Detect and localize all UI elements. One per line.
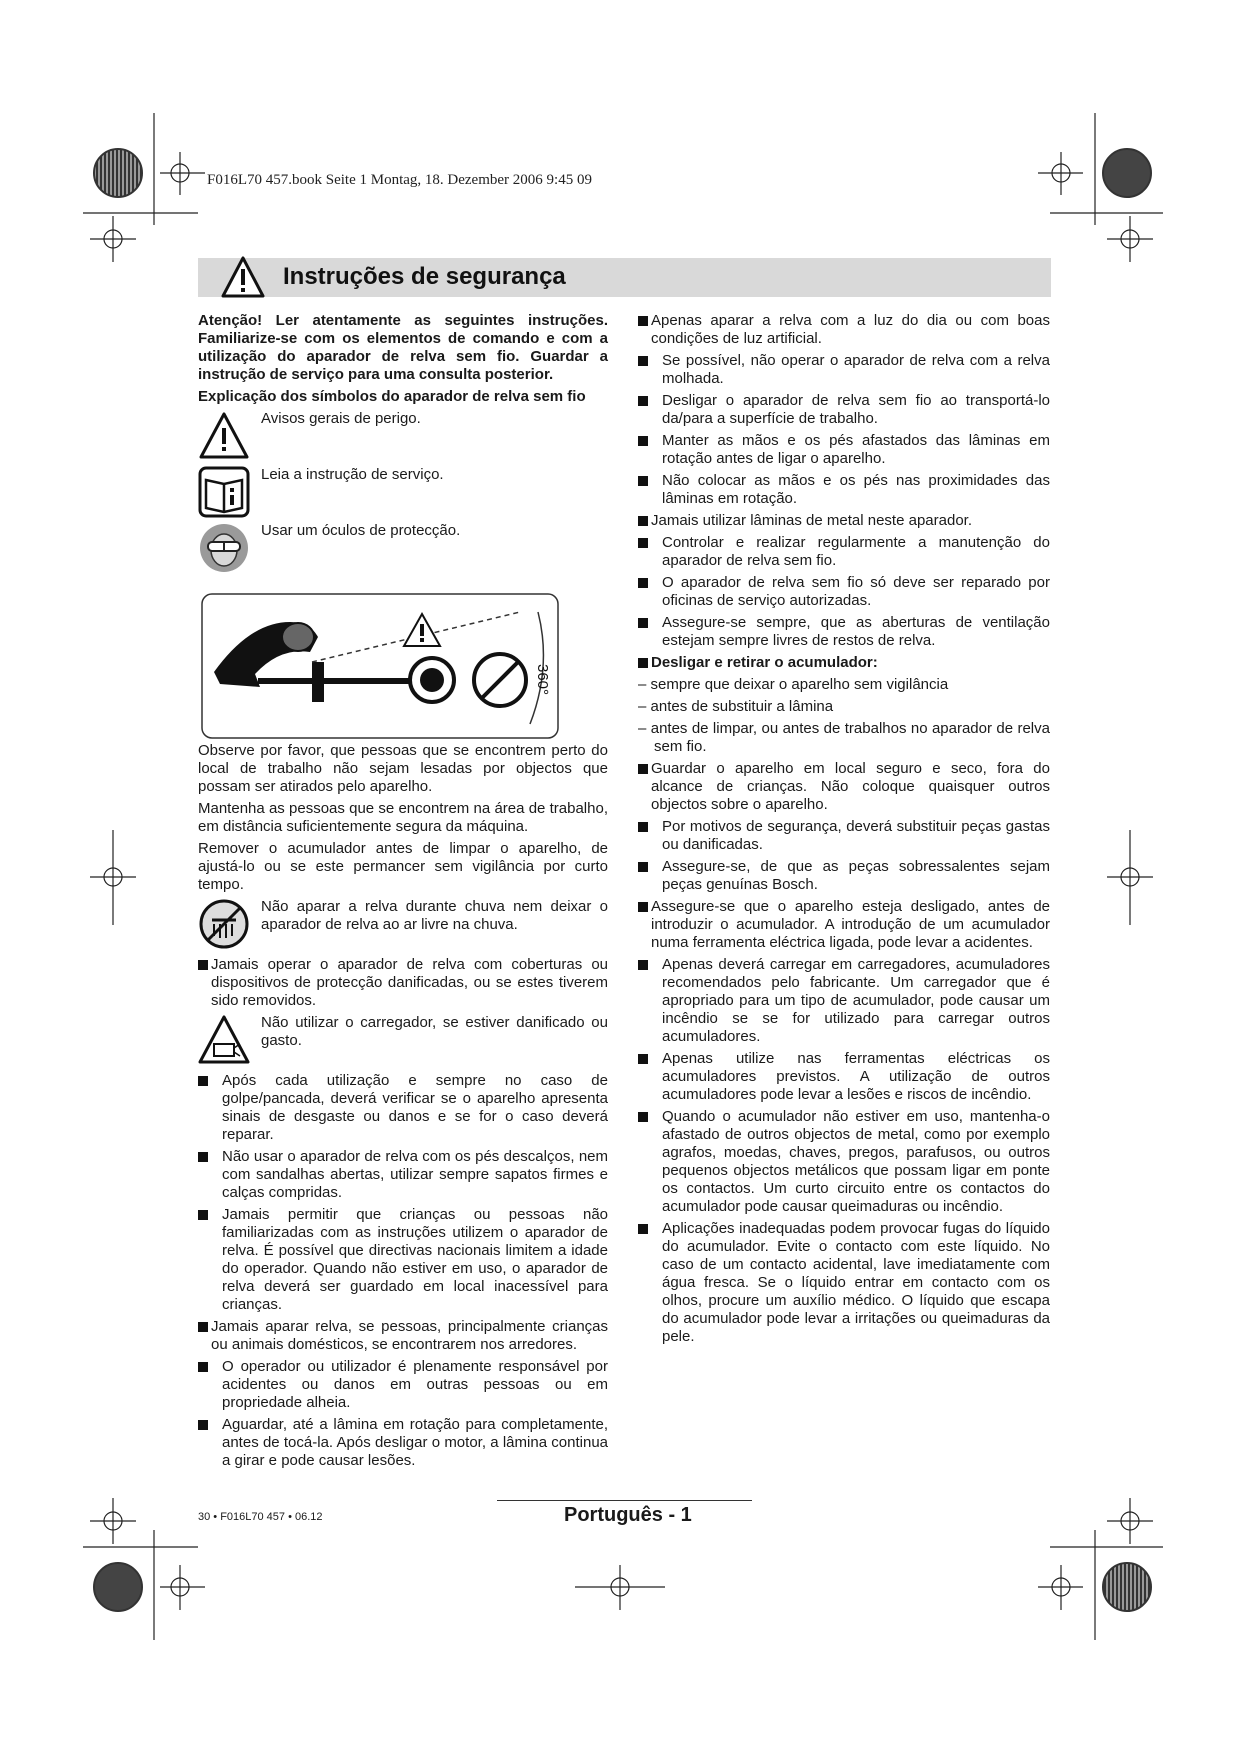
bullet-square-icon	[638, 538, 648, 548]
dash-item: – antes de limpar, ou antes de trabalhos no aparador de relva sem fio.	[638, 720, 1050, 755]
safety-goggles-icon	[198, 522, 250, 574]
intro-text: Atenção! Ler atentamente as seguintes instruções. Familiarize-se com os elementos de comando e com a utilização do aparador de relva sem fio. Guardar a instrução de serviço para uma consulta posterior.	[198, 312, 608, 383]
bullet-text: O aparador de relva sem fio só deve ser reparado por oficinas de serviço autorizadas.	[662, 574, 1050, 609]
bullet-item	[198, 1206, 608, 1314]
bullet-item	[638, 818, 1050, 854]
no-rain-icon	[198, 898, 250, 950]
bullet-item	[638, 472, 1050, 508]
bullet-item	[638, 898, 1050, 952]
bullet-text: Jamais aparar relva, se pessoas, principalmente crianças ou animais domésticos, se encontrarem nos arredores.	[211, 1318, 608, 1353]
dash-item: – sempre que deixar o aparelho sem vigilância	[638, 676, 949, 693]
damaged-charger-warning-icon	[198, 1014, 250, 1066]
bullet-square-icon	[638, 476, 648, 486]
bullet-item	[638, 512, 1050, 530]
bullet-square-icon	[198, 1420, 208, 1430]
symbol-text: Não aparar a relva durante chuva nem deixar o aparador de relva ao ar livre na chuva.	[261, 898, 608, 933]
bullet-square-icon	[638, 764, 648, 774]
bullet-item	[638, 654, 1050, 672]
bullet-square-icon	[638, 960, 648, 970]
bullet-square-icon	[638, 618, 648, 628]
paragraph: Mantenha as pessoas que se encontrem na área de trabalho, em distância suficientemente segura da máquina.	[198, 800, 608, 835]
bullet-text: Apenas utilize nas ferramentas eléctricas os acumuladores previstos. A utilização de outros acumuladores pode levar a lesões e riscos de incêndio.	[662, 1050, 1050, 1103]
bullet-square-icon	[198, 1210, 208, 1220]
trimmer-safety-illustration	[200, 592, 560, 740]
warning-triangle-icon	[220, 255, 266, 299]
bullet-item	[638, 614, 1050, 650]
symbol-row-rain	[198, 898, 608, 956]
symbol-text: Avisos gerais de perigo.	[261, 410, 421, 427]
bullet-item	[638, 956, 1050, 1046]
symbol-row-warning	[198, 410, 608, 466]
symbol-text: Leia a instrução de serviço.	[261, 466, 444, 483]
bullet-text: Guardar o aparelho em local seguro e seco, fora do alcance de crianças. Não coloque quaisquer outros objectos sobre o aparelho.	[651, 760, 1050, 813]
bullet-item	[638, 1220, 1050, 1346]
bullet-square-icon	[198, 960, 208, 970]
bullet-item	[638, 1108, 1050, 1216]
manual-book-icon	[198, 466, 250, 518]
bullet-item	[638, 312, 1050, 348]
symbol-row-goggles	[198, 522, 608, 578]
bullet-text: Desligar e retirar o acumulador:	[651, 654, 878, 671]
bullet-square-icon	[638, 822, 648, 832]
footer-code: 30 • F016L70 457 • 06.12	[198, 1511, 323, 1523]
bullet-text: Aguardar, até a lâmina em rotação para completamente, antes de tocá-la. Após desligar o motor, a lâmina continua a girar e pode causar lesões.	[222, 1416, 608, 1469]
bullet-text: Quando o acumulador não estiver em uso, mantenha-o afastado de outros objectos de metal, como por exemplo agrafos, moedas, chaves, pregos, parafusos, ou outros pequenos objectos metálicos que possam ligar em ponte os contactos. Um curto circuito entre os contactos do acumulador pode causar queimaduras ou incêndio.	[662, 1108, 1050, 1215]
bullet-text: Não usar o aparador de relva com os pés descalços, nem com sandalhas abertas, utilizar sempre sapatos firmes e calças compridas.	[222, 1148, 608, 1201]
bullet-text: Controlar e realizar regularmente a manutenção do aparador de relva sem fio.	[662, 534, 1050, 569]
right-column	[638, 312, 1050, 1350]
bullet-square-icon	[638, 1054, 648, 1064]
trimmer-illustration	[198, 592, 608, 742]
paragraph: Remover o acumulador antes de limpar o aparelho, de ajustá-lo ou se este permancer sem vigilância por curto tempo.	[198, 840, 608, 893]
bullet-square-icon	[198, 1322, 208, 1332]
symbol-row-charger	[198, 1014, 608, 1072]
bullet-square-icon	[198, 1076, 208, 1086]
bullet-item	[638, 392, 1050, 428]
bullet-item	[638, 858, 1050, 894]
dash-item: – antes de substituir a lâmina	[638, 698, 834, 715]
bullet-item	[638, 432, 1050, 468]
bullet-text: Desligar o aparador de relva sem fio ao transportá-lo da/para a superfície de trabalho.	[662, 392, 1050, 427]
rotation-360-label: 360°	[534, 664, 551, 696]
bullet-text: Assegure-se, de que as peças sobressalentes sejam peças genuínas Bosch.	[662, 858, 1050, 893]
bullet-item	[638, 1050, 1050, 1104]
paragraph: Observe por favor, que pessoas que se encontrem perto do local de trabalho não sejam lesadas por objectos que possam ser atirados pelo aparelho.	[198, 742, 608, 795]
bullet-square-icon	[638, 516, 648, 526]
bullet-square-icon	[638, 396, 648, 406]
bullet-square-icon	[638, 436, 648, 446]
bullet-text: Assegure-se sempre, que as aberturas de ventilação estejam sempre livres de restos de relva.	[662, 614, 1050, 649]
bullet-square-icon	[638, 316, 648, 326]
symbol-text: Não utilizar o carregador, se estiver danificado ou gasto.	[261, 1014, 608, 1049]
bullet-text: Jamais operar o aparador de relva com coberturas ou dispositivos de protecção danificadas, ou se estes tiverem sido removidos.	[211, 956, 608, 1009]
bullet-item	[638, 574, 1050, 610]
bullet-text: Apenas aparar a relva com a luz do dia ou com boas condições de luz artificial.	[651, 312, 1050, 347]
bullet-square-icon	[638, 862, 648, 872]
bullet-item	[198, 1416, 608, 1470]
bullet-text: Por motivos de segurança, deverá substituir peças gastas ou danificadas.	[662, 818, 1050, 853]
bullet-square-icon	[638, 356, 648, 366]
symbols-heading: Explicação dos símbolos do aparador de relva sem fio	[198, 388, 586, 405]
bullet-text: Manter as mãos e os pés afastados das lâminas em rotação antes de ligar o aparelho.	[662, 432, 1050, 467]
bullet-item	[198, 956, 608, 1010]
bullet-text: Não colocar as mãos e os pés nas proximidades das lâminas em rotação.	[662, 472, 1050, 507]
bullet-text: Se possível, não operar o aparador de relva com a relva molhada.	[662, 352, 1050, 387]
bullet-text: Após cada utilização e sempre no caso de golpe/pancada, deverá verificar se o aparelho apresenta sinais de desgaste ou danos e se for o caso deverá reparar.	[222, 1072, 608, 1143]
symbol-row-manual	[198, 466, 608, 522]
bullet-item	[198, 1148, 608, 1202]
bullet-text: Assegure-se que o aparelho esteja desligado, antes de introduzir o acumulador. A introdução de um acumulador numa ferramenta eléctrica ligada, pode levar a acidentes.	[651, 898, 1050, 951]
bullet-square-icon	[638, 578, 648, 588]
bullet-text: Apenas deverá carregar em carregadores, acumuladores recomendados pelo fabricante. Um carregador que é apropriado para um tipo de acumulador, pode causar um incêndio se se for utilizado para carregar outros acumuladores.	[662, 956, 1050, 1045]
bullet-item	[638, 760, 1050, 814]
bullet-item	[638, 534, 1050, 570]
bullet-square-icon	[198, 1362, 208, 1372]
left-column	[198, 312, 608, 1474]
book-info-header: F016L70 457.book Seite 1 Montag, 18. Dezember 2006 9:45 09	[207, 172, 592, 188]
bullet-square-icon	[638, 1224, 648, 1234]
warning-triangle-icon	[198, 410, 250, 462]
bullet-item	[198, 1318, 608, 1354]
bullet-text: Jamais permitir que crianças ou pessoas não familiarizadas com as instruções utilizem o aparador de relva. É possível que directivas nacionais limitem a idade do operador. Quando não estiver em uso, o aparador de relva deverá ser guardado em local inacessível para crianças.	[222, 1206, 608, 1313]
bullet-item	[198, 1072, 608, 1144]
footer-rule	[497, 1500, 752, 1501]
symbol-text: Usar um óculos de protecção.	[261, 522, 461, 539]
page-title: Instruções de segurança	[283, 263, 566, 290]
bullet-square-icon	[198, 1152, 208, 1162]
bullet-item	[638, 352, 1050, 388]
footer-page-label: Português - 1	[564, 1504, 692, 1526]
bullet-item	[198, 1358, 608, 1412]
bullet-text: Jamais utilizar lâminas de metal neste aparador.	[651, 512, 972, 529]
bullet-square-icon	[638, 658, 648, 668]
bullet-text: O operador ou utilizador é plenamente responsável por acidentes ou danos em outras pessoas ou em propriedade alheia.	[222, 1358, 608, 1411]
bullet-text: Aplicações inadequadas podem provocar fugas do líquido do acumulador. Evite o contacto com este líquido. No caso de um contacto acidental, lave imediatamente com água fresca. Se o líquido entrar em contacto com os olhos, procure um auxílio médico. O líquido que escapa do acumulador pode levar a irritações ou queimaduras da pele.	[662, 1220, 1050, 1345]
bullet-square-icon	[638, 1112, 648, 1122]
bullet-square-icon	[638, 902, 648, 912]
